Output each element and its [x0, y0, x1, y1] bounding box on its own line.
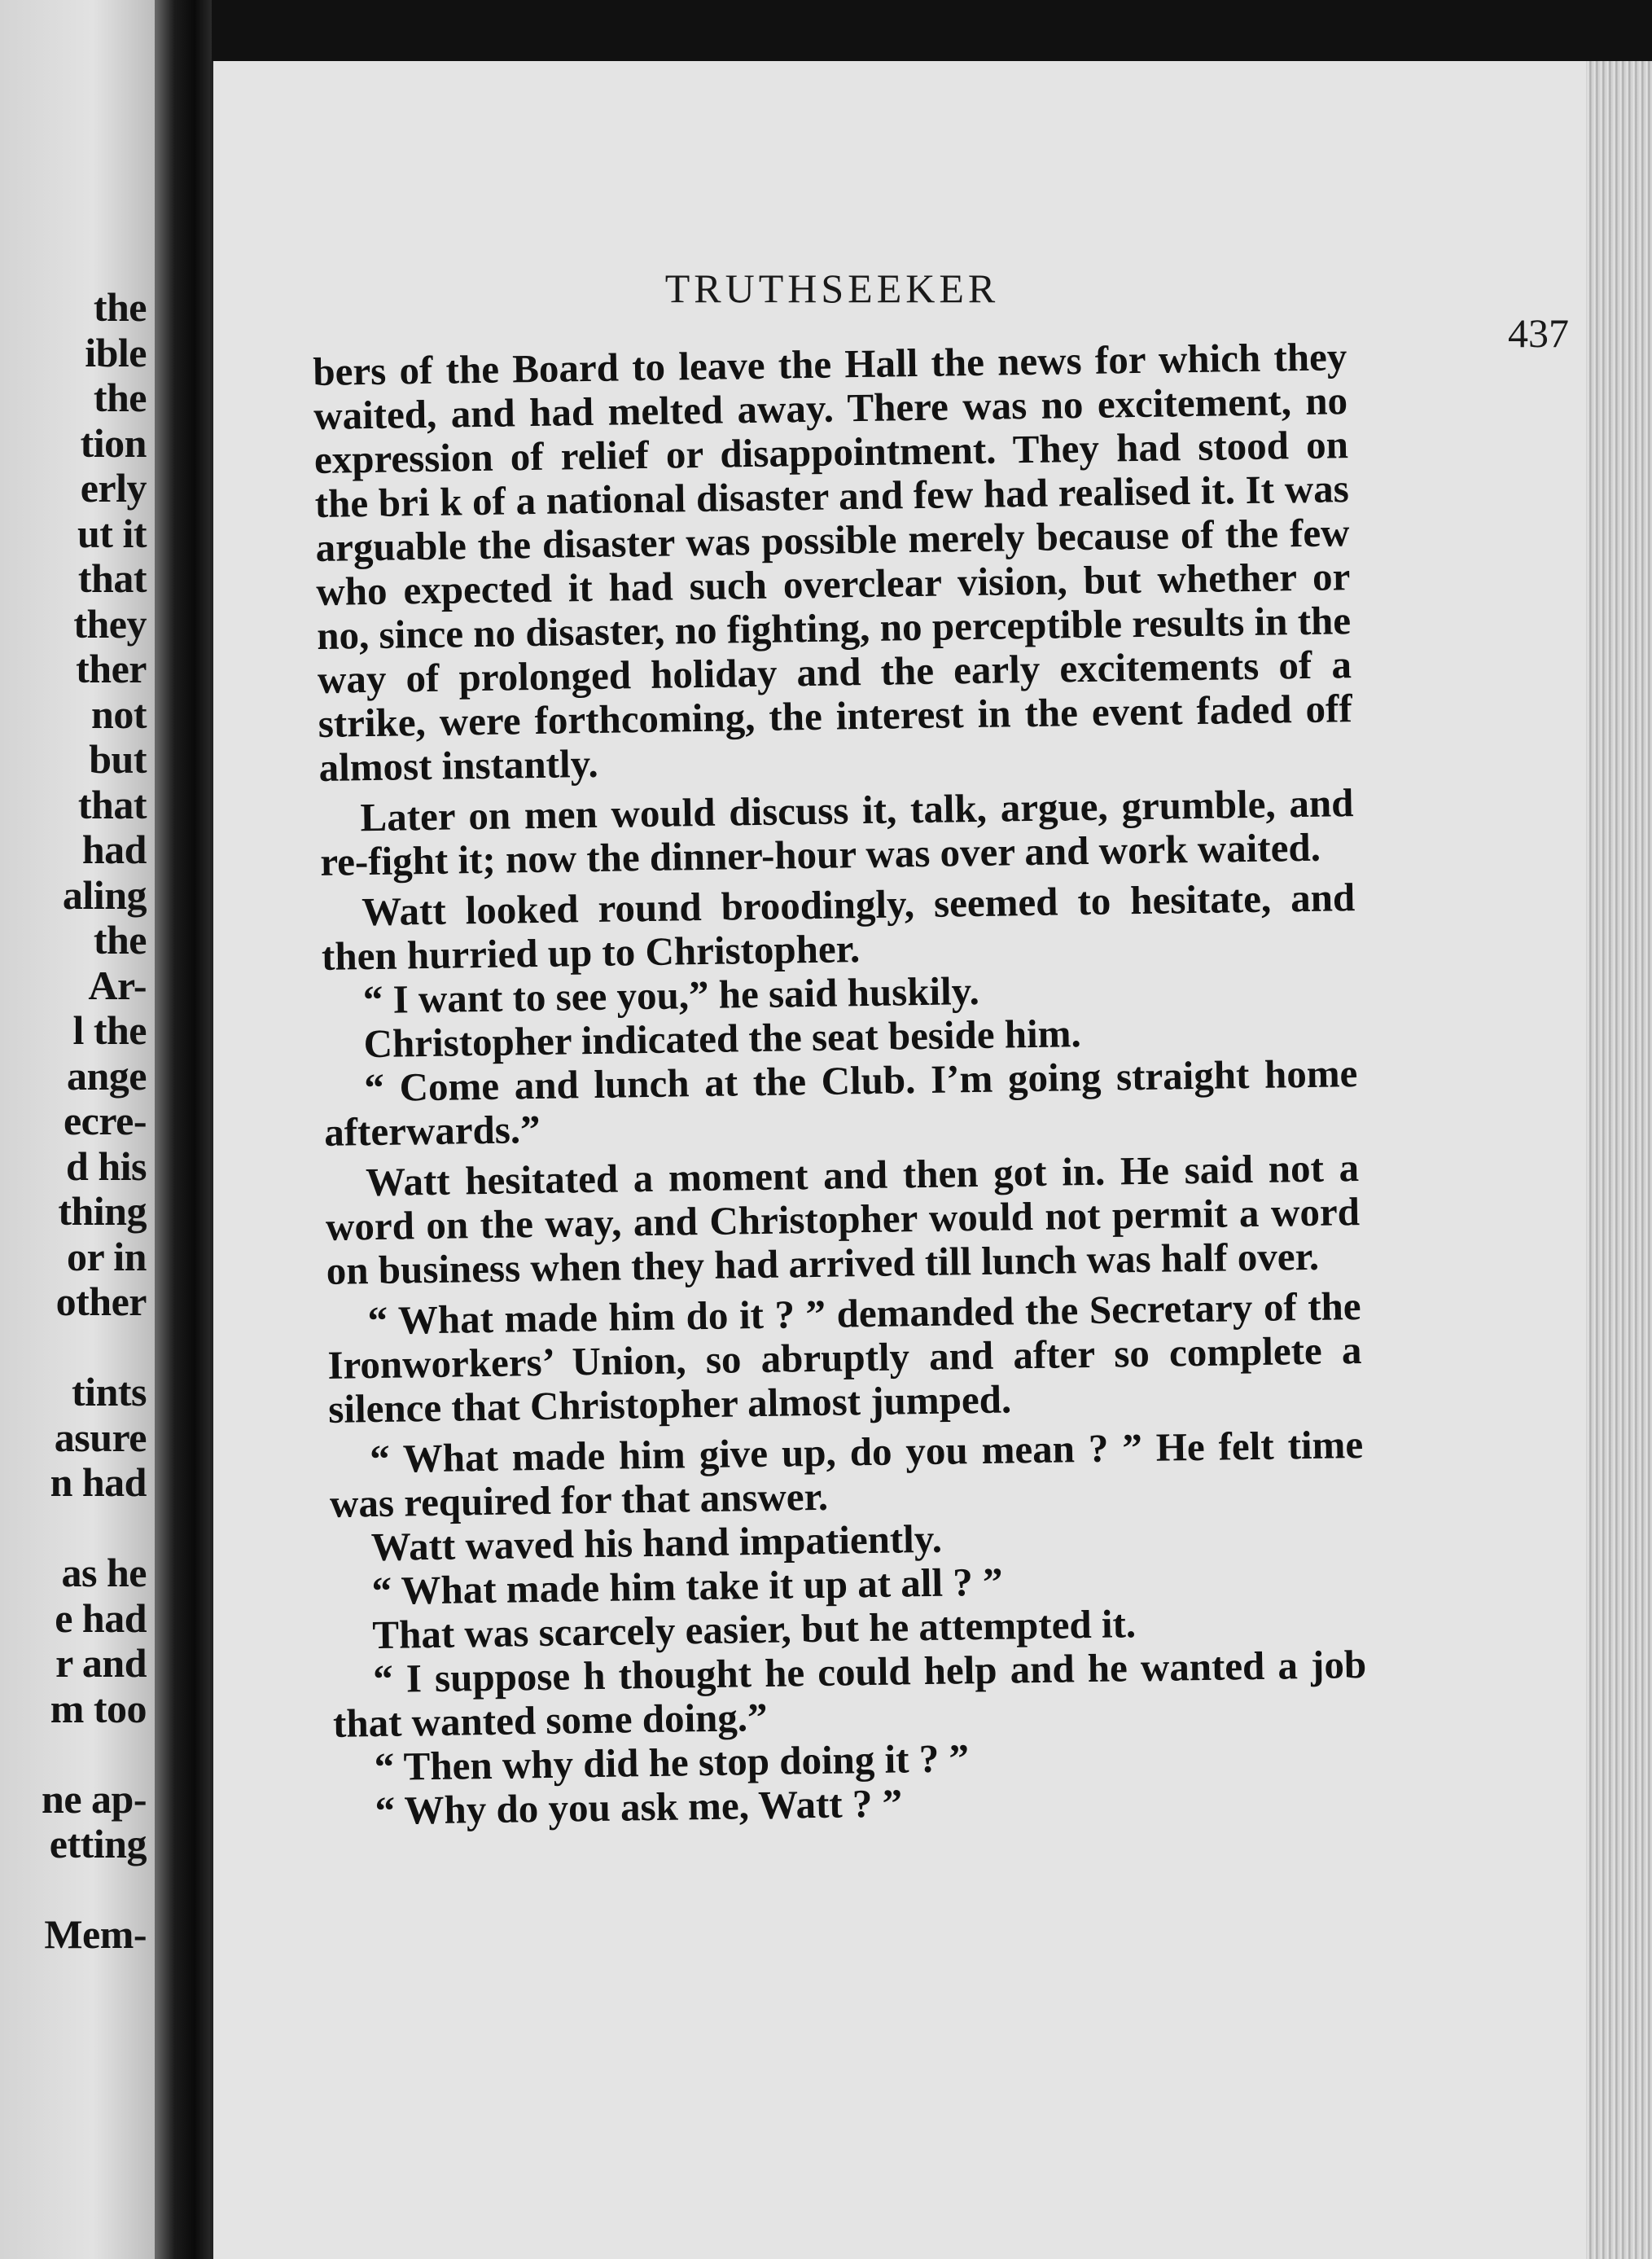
previous-page-line-end: ut it	[77, 510, 147, 556]
previous-page-line-end: thing	[58, 1188, 147, 1234]
previous-page-line-end: other	[55, 1279, 147, 1324]
paragraph: “ I suppose h thought he could help and he wanted a job that wanted some doing.”	[332, 1641, 1367, 1746]
previous-page-line-end: ecre-	[63, 1098, 147, 1143]
paragraph: “ What made him give up, do you mean ? ” He felt time was required for that answer.	[329, 1422, 1364, 1526]
previous-page-line-end: that	[77, 555, 147, 601]
paragraph: Christopher indicated the seat beside him.	[363, 1011, 1082, 1067]
previous-page-line-end: d his	[66, 1143, 147, 1189]
previous-page-line-end: or in	[67, 1233, 147, 1279]
previous-page-line-end: the	[93, 917, 147, 963]
book-page	[210, 61, 1589, 2259]
previous-page-line-end: l the	[72, 1007, 147, 1053]
previous-page-line-end	[0, 1867, 147, 1913]
previous-page-line-end: not	[91, 691, 147, 737]
paragraph: Later on men would discuss it, talk, argue, grumble, and re-fight it; now the dinner-hour was over and work waited.	[319, 780, 1354, 884]
previous-page-line-end: but	[89, 736, 147, 782]
previous-page-strip	[0, 0, 155, 2259]
previous-page-line-end: tion	[80, 419, 147, 466]
previous-page-line-ends	[0, 285, 147, 1958]
paragraph: Watt hesitated a moment and then got in. He said not a word on the way, and Christopher would not permit a word on business when they had arrived till lunch was half over.	[325, 1145, 1361, 1293]
book-gutter	[155, 0, 212, 2259]
previous-page-line-end: Mem-	[44, 1911, 147, 1957]
page-edge-stack	[1586, 61, 1652, 2259]
previous-page-line-end: r and	[55, 1640, 147, 1686]
previous-page-line-end: tints	[72, 1369, 147, 1415]
previous-page-line-end: erly	[80, 465, 147, 511]
previous-page-line-end: e had	[55, 1594, 147, 1641]
paragraph: “ Then why did he stop doing it ? ”	[374, 1735, 970, 1790]
paragraph: Watt waved his hand impatiently.	[370, 1516, 943, 1570]
previous-page-line-end: had	[81, 827, 147, 872]
previous-page-line-end	[0, 1731, 147, 1777]
previous-page-line-end: Ar-	[88, 962, 147, 1008]
previous-page-line-end: asure	[54, 1414, 147, 1460]
previous-page-line-end	[0, 1506, 147, 1551]
paragraph: That was scarcely easier, but he attempted it.	[372, 1601, 1137, 1658]
paragraph: “ I want to see you,” he said huskily.	[362, 967, 980, 1023]
paragraph: Watt looked round broodingly, seemed to hesitate, and then hurried up to Christopher.	[321, 875, 1356, 979]
paragraph: “ What made him do it ? ” demanded the Secretary of the Ironworkers’ Union, so abruptly and after so complete a silence that Christopher almost jumped.	[327, 1283, 1362, 1432]
previous-page-line-end: aling	[62, 871, 147, 918]
previous-page-line-end: ne ap-	[42, 1775, 147, 1822]
previous-page-line-end: n had	[50, 1459, 147, 1505]
page-number: 437	[1508, 310, 1569, 356]
page-body-text	[313, 335, 1369, 1834]
previous-page-line-end: ange	[67, 1052, 147, 1099]
previous-page-line-end	[0, 1325, 147, 1371]
previous-page-line-end: as he	[61, 1550, 147, 1595]
previous-page-line-end: the	[93, 284, 147, 330]
previous-page-line-end: they	[73, 600, 147, 647]
previous-page-line-end: ther	[76, 646, 147, 691]
previous-page-line-end: m too	[50, 1685, 147, 1731]
previous-page-line-end: that	[77, 781, 147, 827]
paragraph: “ What made him take it up at all ? ”	[371, 1559, 1003, 1614]
paragraph: bers of the Board to leave the Hall the news for which they waited, and had melted away. There was no excitement, no expression of relief or disappointment. They had stood on the bri k of a national disaster and few had realised it. It was arguable the disaster was possible merely because of the few who expected it had such overclear vision, but whether or no, since no disaster, no fighting, no perceptible results in the way of prolonged holiday and the early excitements of a strike, were forthcoming, the interest in the event faded off almost instantly.	[312, 334, 1353, 790]
paragraph: “ Why do you ask me, Watt ? ”	[375, 1780, 903, 1834]
paragraph: “ Come and lunch at the Club. I’m going straight home afterwards.”	[323, 1051, 1358, 1155]
previous-page-line-end: ible	[85, 329, 147, 375]
previous-page-line-end: the	[93, 375, 147, 420]
previous-page-line-end: etting	[49, 1821, 147, 1866]
running-head: TRUTHSEEKER	[664, 265, 1000, 311]
